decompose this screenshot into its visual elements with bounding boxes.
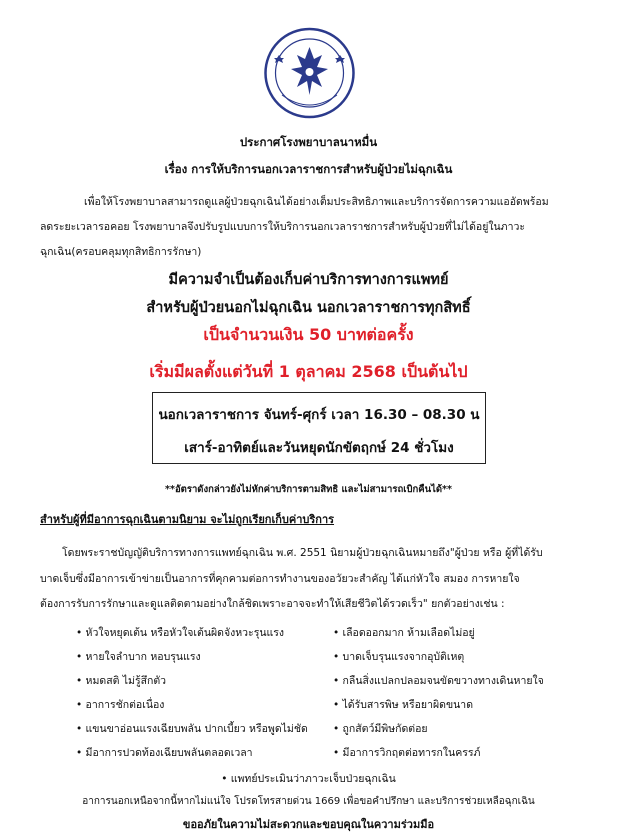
closing-line: ขออภัยในความไม่สะดวกและขอบคุณในความร่วมมือ (182, 818, 435, 831)
symptom-left-5: • แขนขาอ่อนแรงเฉียบพลัน ปากเบี้ยว หรือพูดไม่ชัด (76, 723, 308, 735)
symptom-right-1: • เลือดออกมาก ห้ามเลือดไม่อยู่ (333, 627, 475, 639)
hotline-line: อาการนอกเหนือจากนี้หากไม่แน่ใจ โปรดโทรสายด่วน 1669 เพื่อขอคำปรึกษา และบริการช่วยเหลือฉุกเฉิน (82, 796, 535, 807)
intro-line-2: ลดระยะเวลารอคอย โรงพยาบาลจึงปรับรูปแบบการให้บริการนอกเวลาราชการสำหรับผู้ป่วยที่ไม่ได้อยู่ในภาวะ (40, 221, 526, 233)
symptom-left-4: • อาการชักต่อเนื่อง (76, 699, 165, 711)
symptom-left-3: • หมดสติ ไม่รู้สึกตัว (76, 675, 167, 687)
intro-line-3: ฉุกเฉิน(ครอบคลุมทุกสิทธิการรักษา) (40, 246, 202, 258)
fee-amount: เป็นจำนวนเงิน 50 บาทต่อครั้ง (203, 325, 414, 344)
effective-date: เริ่มมีผลตั้งแต่วันที่ 1 ตุลาคม 2568 เป็นต้นไป (149, 362, 468, 381)
symptom-right-3: • กลืนสิ่งแปลกปลอมจนขัดขวางทางเดินหายใจ (333, 675, 544, 687)
emergency-paragraph-2: บาดเจ็บซึ่งมีอาการเข้าข่ายเป็นอาการที่คุกคามต่อการทำงานของอวัยวะสำคัญ ได้แก่หัวใจ สมอง การหายใจ (40, 573, 520, 585)
service-hours-box (152, 392, 486, 464)
emergency-paragraph-3: ต้องการรับการรักษาและดูแลติดตามอย่างใกล้ชิดเพราะอาจจะทำให้เสียชีวิตได้รวดเร็ว" ยกตัวอย่างเช่น : (40, 598, 505, 610)
fee-heading-2: สำหรับผู้ป่วยนอกไม่ฉุกเฉิน นอกเวลาราชการทุกสิทธิ์ (146, 300, 471, 316)
symptom-right-4: • ได้รับสารพิษ หรือยาผิดขนาด (333, 699, 474, 711)
symptom-left-1: • หัวใจหยุดเต้น หรือหัวใจเต้นผิดจังหวะรุนแรง (76, 627, 285, 639)
emergency-paragraph-1: โดยพระราชบัญญัติบริการทางการแพทย์ฉุกเฉิน พ.ศ. 2551 นิยามผู้ป่วยฉุกเฉินหมายถึง"ผู้ป่วย หรือ ผู้ที่ได้รับ (62, 547, 543, 559)
symptom-left-2: • หายใจลำบาก หอบรุนแรง (76, 651, 201, 663)
symptom-right-6: • มีอาการวิกฤตต่อทารกในครรภ์ (333, 747, 481, 759)
symptom-center: • แพทย์ประเมินว่าภาวะเจ็บป่วยฉุกเฉิน (221, 773, 396, 785)
hours-weekday: นอกเวลาราชการ จันทร์-ศุกร์ เวลา 16.30 – 08.30 น (158, 407, 480, 423)
announcement-title: ประกาศโรงพยาบาลนาหมื่น (239, 135, 378, 149)
intro-line-1: เพื่อให้โรงพยาบาลสามารถดูแลผู้ป่วยฉุกเฉินได้อย่างเต็มประสิทธิภาพและบริการจัดการความแออัดพร้อม (84, 196, 549, 208)
announcement-subject: เรื่อง การให้บริการนอกเวลาราชการสำหรับผู้ป่วยไม่ฉุกเฉิน (164, 162, 453, 176)
hospital-seal-logo (262, 25, 357, 125)
fee-heading-1: มีความจำเป็นต้องเก็บค่าบริการทางการแพทย์ (168, 272, 449, 288)
symptom-right-2: • บาดเจ็บรุนแรงจากอุบัติเหตุ (333, 651, 465, 663)
symptom-right-5: • ถูกสัตว์มีพิษกัดต่อย (333, 723, 428, 735)
symptom-left-6: • มีอาการปวดท้องเฉียบพลันตลอดเวลา (76, 747, 253, 759)
fee-note: **อัตราดังกล่าวยังไม่หักค่าบริการตามสิทธิ และไม่สามารถเบิกคืนได้** (165, 484, 452, 495)
hours-weekend: เสาร์-อาทิตย์และวันหยุดนักขัตฤกษ์ 24 ชั่วโมง (184, 440, 454, 456)
emergency-heading: สำหรับผู้ที่มีอาการฉุกเฉินตามนิยาม จะไม่ถูกเรียกเก็บค่าบริการ (40, 513, 335, 526)
